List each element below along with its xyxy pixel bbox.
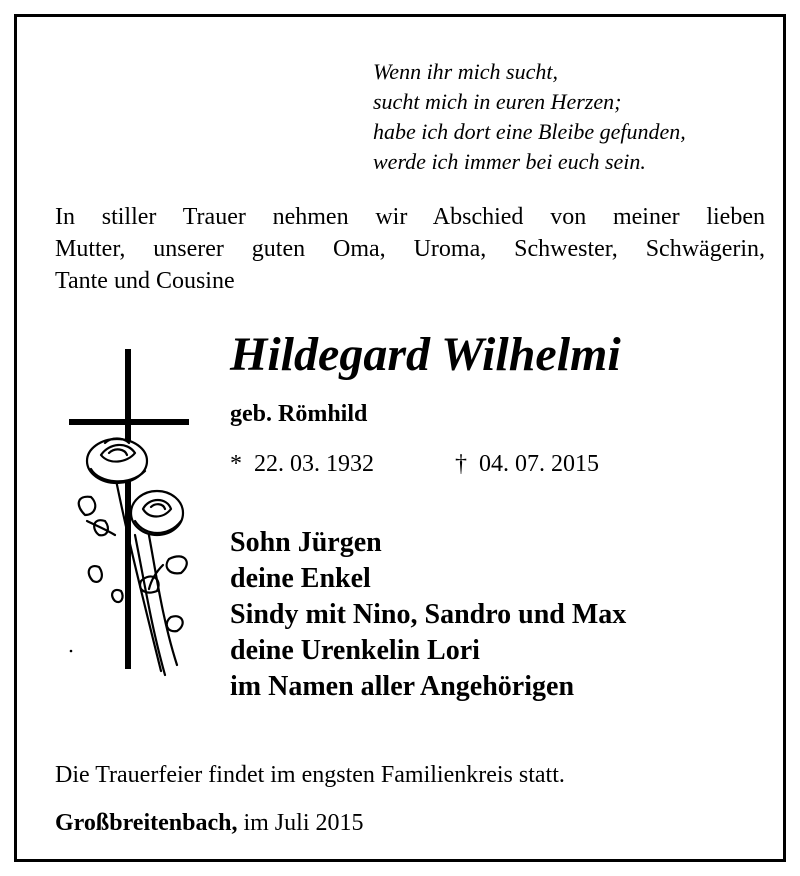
birth bbox=[230, 449, 455, 479]
death bbox=[455, 449, 599, 479]
publication-date: im Juli 2015 bbox=[243, 810, 364, 836]
maiden-name: geb. Römhild bbox=[230, 401, 368, 427]
intro-line: Mutter, unserer guten Oma, Uroma, Schwester, Schwägerin, bbox=[55, 236, 765, 262]
dagger-icon: † bbox=[455, 451, 467, 477]
mourner-line: deine Enkel bbox=[230, 563, 371, 594]
mourners-list bbox=[230, 525, 626, 705]
birth-date: 22. 03. 1932 bbox=[254, 451, 374, 477]
place: Großbreitenbach, bbox=[55, 810, 238, 836]
intro-text bbox=[55, 201, 765, 297]
poem bbox=[373, 57, 686, 177]
poem-line: habe ich dort eine Bleibe gefunden, bbox=[373, 119, 686, 144]
mourner-line: im Namen aller Angehörigen bbox=[230, 671, 575, 702]
poem-line: sucht mich in euren Herzen; bbox=[373, 89, 622, 114]
intro-line: Tante und Cousine bbox=[55, 268, 235, 294]
mourner-line: Sindy mit Nino, Sandro und Max bbox=[230, 599, 627, 630]
deceased-name: Hildegard Wilhelmi bbox=[230, 328, 621, 381]
poem-line: werde ich immer bei euch sein. bbox=[373, 149, 646, 174]
birth-star-icon: * bbox=[230, 451, 242, 477]
cross-with-roses-icon bbox=[65, 345, 205, 681]
death-date: 04. 07. 2015 bbox=[479, 451, 599, 477]
obituary-frame bbox=[14, 14, 786, 862]
poem-line: Wenn ihr mich sucht, bbox=[373, 59, 558, 84]
ceremony-notice: Die Trauerfeier findet im engsten Familienkreis statt. bbox=[55, 762, 565, 788]
place-and-date bbox=[55, 807, 363, 839]
life-dates bbox=[230, 449, 599, 479]
mourner-line: Sohn Jürgen bbox=[230, 527, 382, 558]
mourner-line: deine Urenkelin Lori bbox=[230, 635, 480, 666]
intro-line: In stiller Trauer nehmen wir Abschied von meiner lieben bbox=[55, 204, 765, 230]
